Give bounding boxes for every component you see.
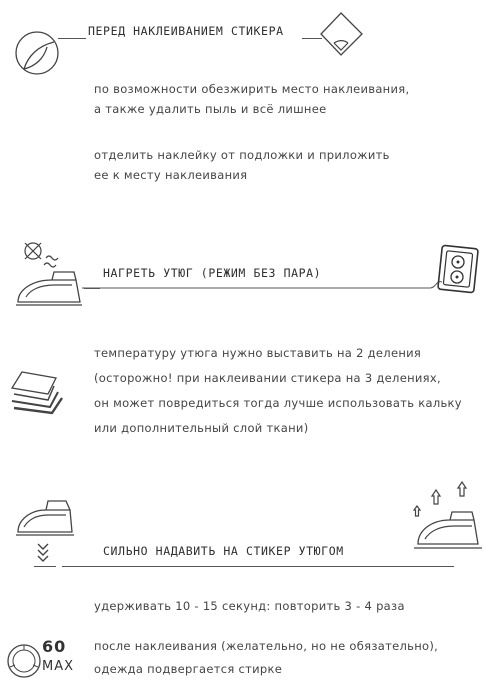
section-3-line: удерживать 10 - 15 секунд: повторить 3 - 4 раза (94, 599, 405, 613)
section-3-heading: СИЛЬНО НАДАВИТЬ НА СТИКЕР УТЮГОМ (103, 544, 344, 558)
iron-icon (14, 268, 84, 308)
section-1-heading: ПЕРЕД НАКЛЕИВАНИЕМ СТИКЕРА (88, 24, 284, 38)
sticker-diamond-icon (318, 10, 366, 58)
section-2-line: или дополнительный слой ткани) (94, 421, 309, 435)
section-1-line: по возможности обезжирить место наклеивания, (94, 82, 410, 96)
section-3-rule-under-icon (34, 566, 56, 567)
section-1-line: ее к месту наклеивания (94, 168, 248, 182)
heat-up-arrows-iron-icon (410, 480, 486, 554)
section-2-heading: НАГРЕТЬ УТЮГ (РЕЖИМ БЕЗ ПАРА) (103, 266, 322, 280)
section-3-line: после наклеивания (желательно, но не обязательно), (94, 639, 439, 653)
fabric-layers-icon (8, 368, 70, 414)
wash-drum-icon (4, 640, 44, 682)
power-socket-icon (436, 244, 480, 294)
sticker-peel-circle-icon (14, 30, 60, 76)
wash-temperature-number: 60 (42, 637, 67, 656)
iron-press-icon (12, 494, 78, 566)
section-2-line: он может повредиться тогда лучше использовать кальку (94, 396, 462, 410)
wash-temperature-label: MAX (42, 659, 75, 674)
no-steam-icon (20, 240, 62, 270)
section-3-line: одежда подвергается стирке (94, 662, 283, 676)
section-1-rule-left (58, 38, 86, 39)
iron-cord (82, 278, 444, 292)
section-2-line: температуру утюга нужно выставить на 2 деления (94, 346, 422, 360)
section-1-line: отделить наклейку от подложки и приложить (94, 148, 390, 162)
section-2-line: (осторожно! при наклеивании стикера на 3 делениях, (94, 371, 441, 385)
section-1-line: а также удалить пыль и всё лишнее (94, 102, 327, 116)
section-3-rule (62, 566, 454, 567)
